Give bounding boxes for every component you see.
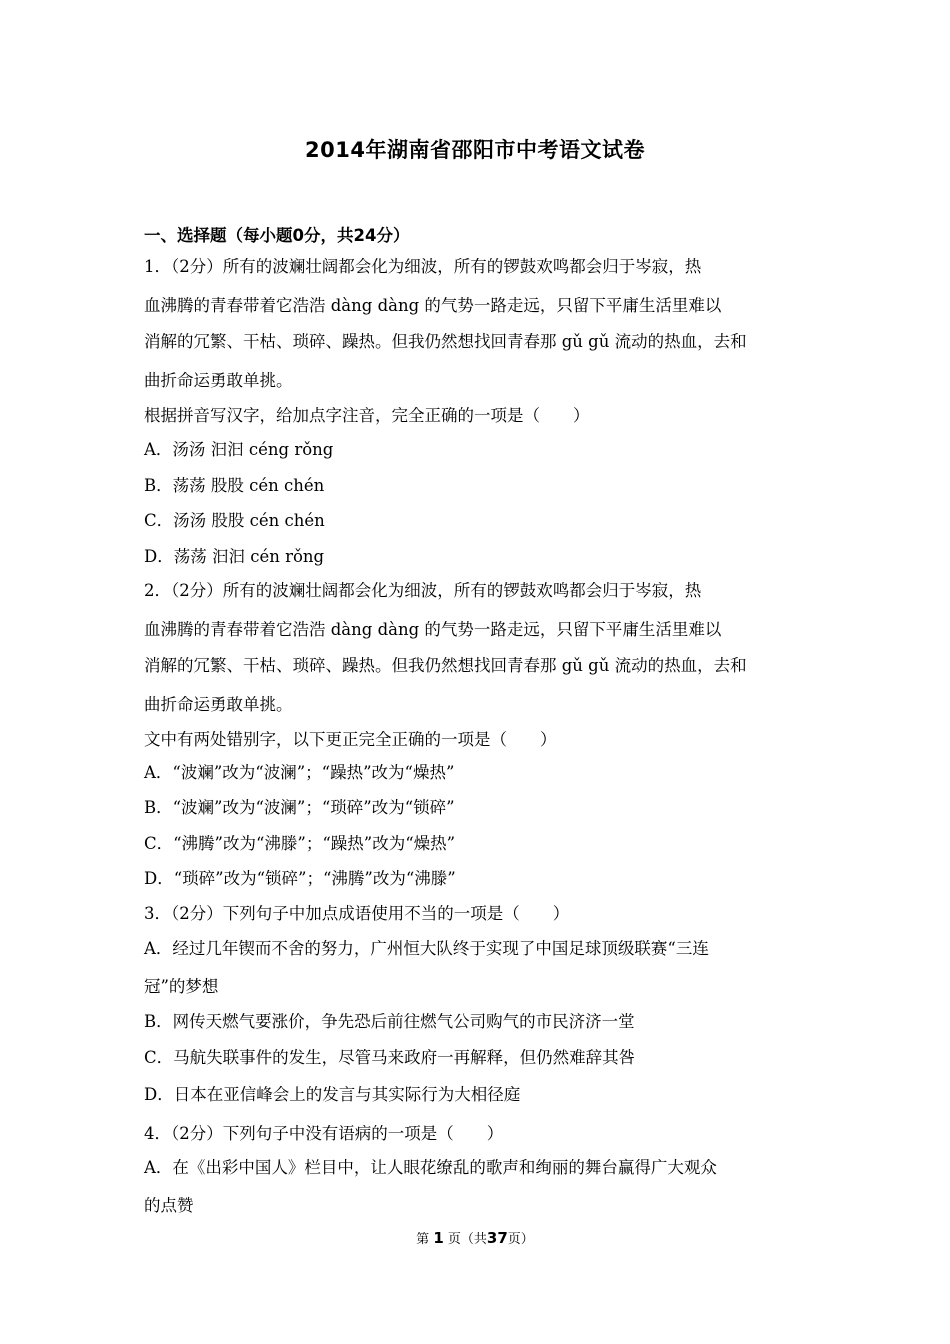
total-pages: 37 xyxy=(486,1229,508,1247)
option-b: B．“波斓”改为“波澜”；“琐碎”改为“锁碎” xyxy=(144,798,455,817)
text-line: 2．（2分）所有的波斓壮阔都会化为细波，所有的锣鼓欢鸣都会归于岑寂，热 xyxy=(144,581,702,600)
text-line: 消解的冗繁、干枯、琐碎、躁热。但我仍然想找回青春那 gǔ gǔ 流动的热血，去和 xyxy=(144,656,747,675)
footer-suffix: 页） xyxy=(507,1232,534,1247)
question-stem: 根据拼音写汉字，给加点字注音，完全正确的一项是（ ） xyxy=(144,406,590,425)
question-stem: 文中有两处错别字，以下更正完全正确的一项是（ ） xyxy=(144,730,557,749)
option-c: C．汤汤 股股 cén chén xyxy=(144,511,325,530)
option-d: D．荡荡 汩汩 cén rǒng xyxy=(144,547,325,566)
footer-prefix: 第 xyxy=(416,1232,430,1247)
text-line: 消解的冗繁、干枯、琐碎、躁热。但我仍然想找回青春那 gǔ gǔ 流动的热血，去和 xyxy=(144,332,747,351)
text-line: 的点赞 xyxy=(144,1196,194,1215)
option-c: C．“沸腾”改为“沸滕”；“躁热”改为“燥热” xyxy=(144,834,456,853)
text-line: 曲折命运勇敢单挑。 xyxy=(144,695,293,714)
text-line: 1．（2分）所有的波斓壮阔都会化为细波，所有的锣鼓欢鸣都会归于岑寂，热 xyxy=(144,257,702,276)
option-a: A．在《出彩中国人》栏目中，让人眼花缭乱的歌声和绚丽的舞台赢得广大观众 xyxy=(144,1158,717,1177)
option-d: D．“琐碎”改为“锁碎”；“沸腾”改为“沸滕” xyxy=(144,869,456,888)
option-b: B．荡荡 股股 cén chén xyxy=(144,476,325,495)
option-b: B．网传天燃气要涨价，争先恐后前往燃气公司购气的市民济济一堂 xyxy=(144,1012,635,1031)
option-c: C．马航失联事件的发生，尽管马来政府一再解释，但仍然难辞其咎 xyxy=(144,1048,636,1067)
option-a: A．经过几年锲而不舍的努力，广州恒大队终于实现了中国足球顶级联赛“三连 xyxy=(144,939,709,958)
section-heading: 一、选择题（每小题0分，共24分） xyxy=(144,226,410,245)
option-a: A．汤汤 汩汩 céng rǒng xyxy=(144,440,334,459)
text-line: 血沸腾的青春带着它浩浩 dàng dàng 的气势一路走远，只留下平庸生活里难以 xyxy=(144,620,722,639)
page-number: 1 xyxy=(433,1229,444,1247)
question-stem: 4．（2分）下列句子中没有语病的一项是（ ） xyxy=(144,1124,504,1143)
page-title: 2014年湖南省邵阳市中考语文试卷 xyxy=(305,138,645,162)
footer-mid: 页（共 xyxy=(447,1232,487,1247)
text-line: 冠”的梦想 xyxy=(144,977,219,996)
option-d: D．日本在亚信峰会上的发言与其实际行为大相径庭 xyxy=(144,1085,521,1104)
text-line: 血沸腾的青春带着它浩浩 dàng dàng 的气势一路走远，只留下平庸生活里难以 xyxy=(144,296,722,315)
page-footer xyxy=(0,1228,950,1247)
question-stem: 3．（2分）下列句子中加点成语使用不当的一项是（ ） xyxy=(144,904,570,923)
option-a: A．“波斓”改为“波澜”；“躁热”改为“燥热” xyxy=(144,763,455,782)
text-line: 曲折命运勇敢单挑。 xyxy=(144,371,293,390)
